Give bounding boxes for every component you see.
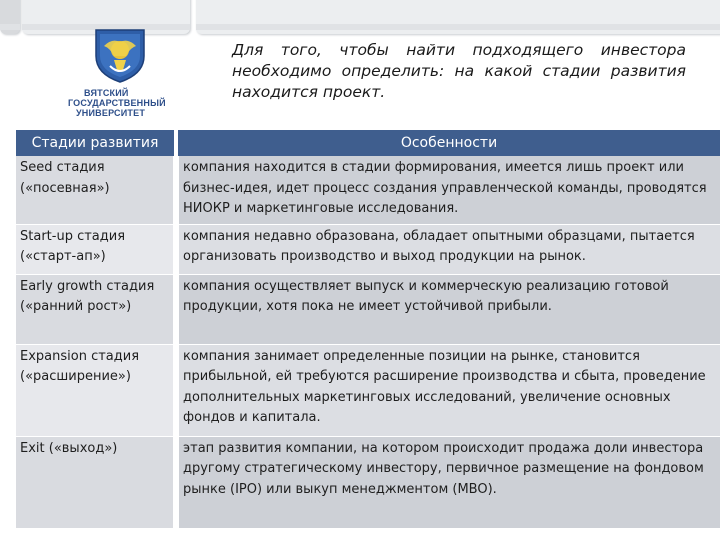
stage-cell: Exit («выход») (16, 436, 176, 528)
stage-cell: Expansion стадия («расширение») (16, 344, 176, 436)
university-logo (66, 26, 174, 130)
features-cell: этап развития компании, на котором происходит продажа доли инвестора другому стратегическому инвестору, первичное размещение на фондовом рынке (IPO) или выкуп менеджментом (MBO). (176, 436, 720, 528)
column-header-stage: Стадии развития (16, 130, 176, 156)
table-row (16, 274, 720, 344)
stage-cell: Early growth стадия («ранний рост») (16, 274, 176, 344)
table-row (16, 344, 720, 436)
table-row (16, 436, 720, 528)
stages-table (16, 130, 720, 529)
table-row (16, 156, 720, 224)
university-name-line-1: ВЯТСКИЙ (84, 88, 129, 98)
university-crest-icon (90, 26, 150, 84)
top-tab-left (0, 0, 20, 34)
top-tab-right (196, 0, 720, 34)
stage-cell: Seed стадия («посевная») (16, 156, 176, 224)
university-name (66, 88, 174, 118)
features-cell: компания недавно образована, обладает опытными образцами, пытается организовать производство и выход продукции на рынок. (176, 224, 720, 274)
features-cell: компания занимает определенные позиции на рынке, становится прибыльной, ей требуются расширение производства и сбыта, проведение дополнительных маркетинговых исследований, увеличение основных фондов и капитала. (176, 344, 720, 436)
slide-heading: Для того, чтобы найти подходящего инвестора необходимо определить: на какой стадии развития находится проект. (232, 41, 686, 101)
features-cell: компания осуществляет выпуск и коммерческую реализацию готовой продукции, хотя пока не имеет устойчивой прибыли. (176, 274, 720, 344)
university-name-line-3: УНИВЕРСИТЕТ (76, 108, 146, 118)
table-header-row (16, 130, 720, 156)
university-name-line-2: ГОСУДАРСТВЕННЫЙ (68, 98, 166, 108)
column-header-features: Особенности (176, 130, 720, 156)
features-cell: компания находится в стадии формирования, имеется лишь проект или бизнес-идея, идет процесс создания управленческой команды, проводятся НИОКР и маркетинговые исследования. (176, 156, 720, 224)
table-row (16, 224, 720, 274)
stage-cell: Start-up стадия («старт-ап») (16, 224, 176, 274)
